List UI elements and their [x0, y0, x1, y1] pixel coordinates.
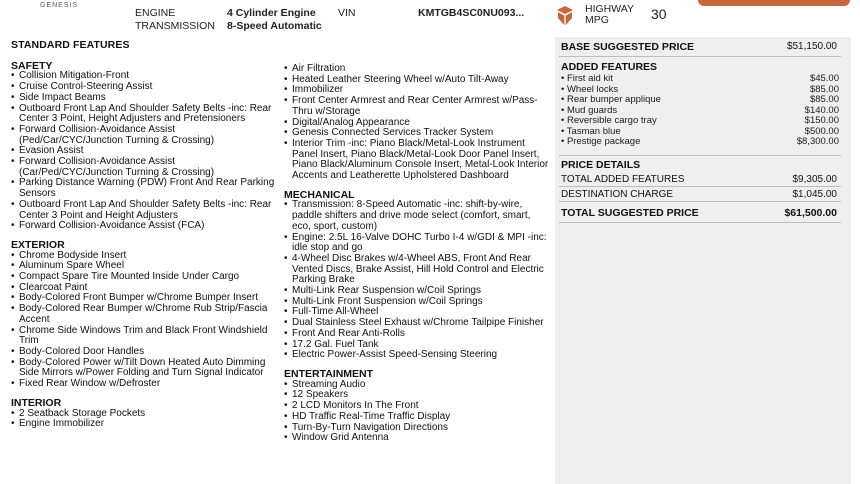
feature-section — [11, 398, 279, 430]
feature-item: • 12 Speakers — [284, 390, 552, 401]
feature-item: • Transmission: 8-Speed Automatic -inc: shift-by-wire, paddle shifters and drive mode select (comfort, smart, eco, sport, custom) — [284, 200, 552, 232]
base-price-label: BASE SUGGESTED PRICE — [561, 41, 695, 53]
feature-item: • Chrome Side Windows Trim and Black Front Windshield Trim — [11, 326, 279, 347]
feature-item: • Collision Mitigation-Front — [11, 71, 279, 82]
section-title: SAFETY — [11, 59, 53, 72]
feature-item: • Outboard Front Lap And Shoulder Safety Belts -inc: Rear Center 3 Point and Height Adjusters — [11, 200, 279, 221]
brand-logo-text: GENESIS — [40, 2, 79, 9]
feature-list — [284, 64, 552, 182]
feature-item: • Body-Colored Rear Bumper w/Chrome Rub Strip/Fascia Accent — [11, 304, 279, 325]
feature-item: • Chrome Bodyside Insert — [11, 251, 279, 262]
feature-item: • Outboard Front Lap And Shoulder Safety Belts -inc: Rear Center 3 Point, Height Adjusters and Pretensioners — [11, 104, 279, 125]
base-price-value: $51,150.00 — [786, 41, 837, 52]
feature-item: • Cruise Control-Steering Assist — [11, 82, 279, 93]
divider — [559, 186, 841, 187]
feature-item: • Parking Distance Warning (PDW) Front And Rear Parking Sensors — [11, 178, 279, 199]
feature-item: • Immobilizer — [284, 85, 552, 96]
feature-item: • Air Filtration — [284, 64, 552, 75]
pricing-panel — [555, 37, 851, 484]
feature-list — [11, 409, 279, 430]
page-edge — [851, 0, 860, 484]
feature-item: • Multi-Link Rear Suspension w/Coil Springs — [284, 286, 552, 297]
feature-item: • HD Traffic Real-Time Traffic Display — [284, 412, 552, 423]
spec-label-engine: ENGINE — [135, 7, 176, 19]
added-feature-value: $140.00 — [804, 104, 839, 116]
section-title: INTERIOR — [11, 396, 62, 409]
destination-value: $1,045.00 — [792, 189, 837, 200]
feature-item: • Side Impact Beams — [11, 93, 279, 104]
added-feature-row — [561, 137, 839, 148]
highway-mpg-value: 30 — [651, 6, 667, 22]
added-feature-value: $45.00 — [809, 73, 839, 84]
mpg-label: MPG — [585, 14, 609, 26]
feature-section — [11, 61, 279, 232]
price-details-title: PRICE DETAILS — [561, 159, 641, 171]
feature-item: • Forward Collision-Avoidance Assist (Ped/Car/CYC/Junction Turning & Crossing) — [11, 125, 279, 146]
destination-label: DESTINATION CHARGE — [561, 189, 674, 200]
total-added-label: TOTAL ADDED FEATURES — [561, 174, 685, 185]
features-column-1 — [11, 40, 279, 430]
divider — [559, 201, 841, 202]
feature-item: • Body-Colored Power w/Tilt Down Heated Auto Dimming Side Mirrors w/Power Folding and Turn Signal Indicator — [11, 358, 279, 379]
added-feature-label: • Tasman blue — [561, 125, 621, 137]
vehicle-spec-header — [0, 0, 860, 36]
feature-section — [284, 190, 552, 361]
added-feature-label: • Rear bumper applique — [561, 94, 661, 105]
spec-values — [227, 0, 322, 33]
section-title: ENTERTAINMENT — [284, 367, 374, 380]
feature-item: • Compact Spare Tire Mounted Inside Under Cargo — [11, 272, 279, 283]
feature-item: • Engine: 2.5L 16-Valve DOHC Turbo I-4 w/GDI & MPI -inc: idle stop and go — [284, 233, 552, 254]
feature-item: • Forward Collision-Avoidance Assist (Car/Ped/CYC/Junction Turning & Crossing) — [11, 157, 279, 178]
added-feature-label: • First aid kit — [561, 73, 613, 84]
feature-list — [284, 200, 552, 361]
action-button[interactable] — [698, 0, 850, 6]
divider — [559, 56, 841, 57]
added-feature-label: • Mud guards — [561, 104, 618, 116]
standard-features-title: STANDARD FEATURES — [11, 39, 130, 51]
feature-list — [284, 380, 552, 444]
feature-item: • Engine Immobilizer — [11, 419, 279, 430]
feature-item: • Full-Time All-Wheel — [284, 307, 552, 318]
spec-label-transmission: TRANSMISSION — [135, 20, 215, 32]
added-feature-value: $85.00 — [809, 94, 839, 105]
divider — [559, 222, 841, 223]
feature-item: • Front Center Armrest and Rear Center Armrest w/Pass-Thru w/Storage — [284, 96, 552, 117]
feature-item: • Front And Rear Anti-Rolls — [284, 329, 552, 340]
feature-item: • Aluminum Spare Wheel — [11, 261, 279, 272]
feature-item: • Body-Colored Door Handles — [11, 347, 279, 358]
highway-sign-icon — [555, 5, 575, 27]
feature-item: • Evasion Assist — [11, 146, 279, 157]
feature-item: • 17.2 Gal. Fuel Tank — [284, 340, 552, 351]
vin-label: VIN — [338, 7, 356, 19]
highway-mpg-label — [585, 4, 634, 26]
added-feature-value: $500.00 — [804, 125, 839, 137]
feature-item: • Clearcoat Paint — [11, 283, 279, 294]
added-feature-value: $150.00 — [804, 115, 839, 126]
highway-label: HIGHWAY — [585, 3, 634, 15]
feature-item: • Interior Trim -inc: Piano Black/Metal-Look Instrument Panel Insert, Piano Black/Metal-Look Door Panel Insert, Piano Black/Aluminum Console Insert, Metal-Look Interior Accents and Leatherette Upholstered Dashboard — [284, 139, 552, 182]
feature-list — [11, 251, 279, 390]
spec-labels — [135, 0, 215, 33]
feature-list — [11, 71, 279, 232]
added-features-list — [561, 74, 839, 148]
features-column-2 — [284, 40, 552, 444]
feature-item: • Genesis Connected Services Tracker System — [284, 128, 552, 139]
added-features-title: ADDED FEATURES — [561, 61, 658, 73]
feature-item: • Turn-By-Turn Navigation Directions — [284, 423, 552, 434]
spec-value-transmission: 8-Speed Automatic — [227, 20, 322, 32]
feature-item: • Multi-Link Front Suspension w/Coil Springs — [284, 297, 552, 308]
feature-item: • Body-Colored Front Bumper w/Chrome Bumper Insert — [11, 293, 279, 304]
added-feature-value: $85.00 — [809, 83, 839, 95]
feature-item: • Electric Power-Assist Speed-Sensing Steering — [284, 350, 552, 361]
added-feature-label: • Reversible cargo tray — [561, 115, 657, 126]
feature-item: • Forward Collision-Avoidance Assist (FCA) — [11, 221, 279, 232]
feature-item: • Fixed Rear Window w/Defroster — [11, 379, 279, 390]
divider — [559, 155, 841, 156]
added-feature-label: • Wheel locks — [561, 83, 619, 95]
added-feature-label: • Prestige package — [561, 136, 641, 147]
total-price-label: TOTAL SUGGESTED PRICE — [561, 207, 699, 219]
added-feature-row — [561, 74, 839, 85]
spec-value-engine: 4 Cylinder Engine — [227, 7, 316, 19]
added-feature-row — [561, 116, 839, 127]
feature-section — [284, 64, 552, 182]
added-feature-value: $8,300.00 — [796, 136, 839, 147]
feature-section — [284, 369, 552, 444]
feature-item: • 4-Wheel Disc Brakes w/4-Wheel ABS, Front And Rear Vented Discs, Brake Assist, Hill Hold Control and Electric Parking Brake — [284, 254, 552, 286]
vin-value: KMTGB4SC0NU093... — [418, 7, 525, 19]
feature-item: • Window Grid Antenna — [284, 433, 552, 444]
feature-section — [11, 240, 279, 390]
feature-item: • 2 Seatback Storage Pockets — [11, 409, 279, 420]
feature-item: • Streaming Audio — [284, 380, 552, 391]
total-added-value: $9,305.00 — [792, 174, 837, 185]
total-price-value: $61,500.00 — [784, 207, 837, 219]
section-title: MECHANICAL — [284, 188, 355, 201]
added-feature-row — [561, 95, 839, 106]
section-title: EXTERIOR — [11, 238, 65, 251]
feature-item: • Dual Stainless Steel Exhaust w/Chrome Tailpipe Finisher — [284, 318, 552, 329]
feature-item: • Heated Leather Steering Wheel w/Auto Tilt-Away — [284, 75, 552, 86]
feature-item: • 2 LCD Monitors In The Front — [284, 401, 552, 412]
feature-item: • Digital/Analog Appearance — [284, 118, 552, 129]
